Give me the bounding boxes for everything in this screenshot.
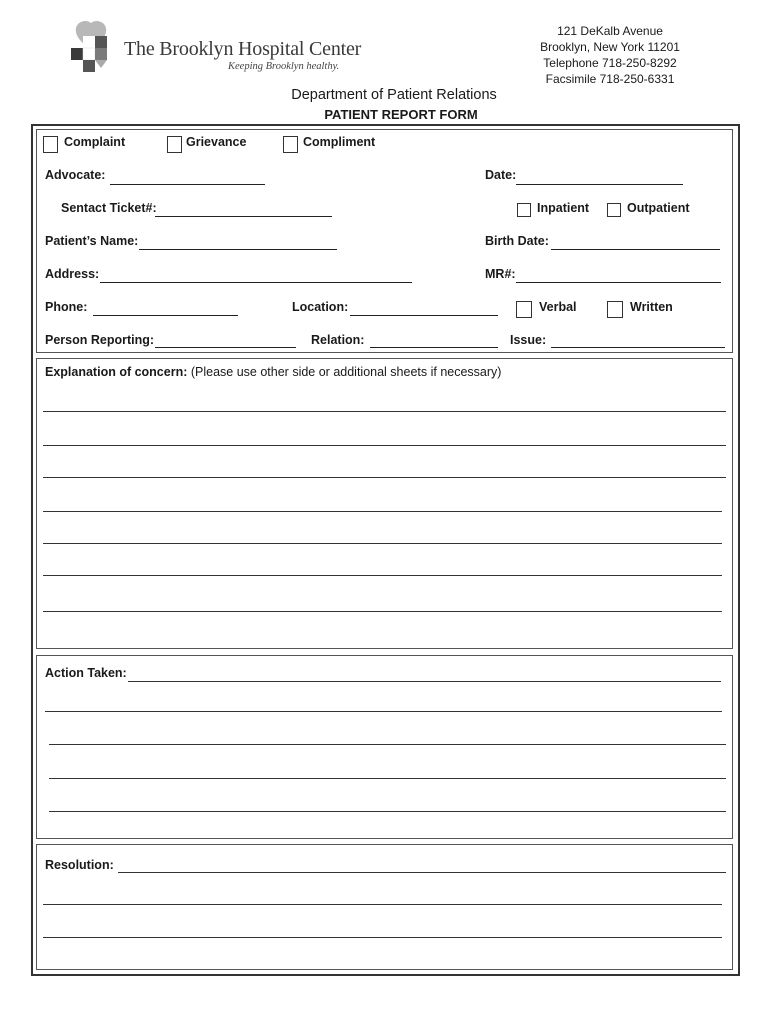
mr-field[interactable] [516,282,721,283]
action-line[interactable] [49,744,726,745]
telephone: Telephone 718-250-8292 [543,56,677,70]
action-line[interactable] [128,681,721,682]
concern-line[interactable] [43,575,722,576]
resolution-line[interactable] [118,872,726,873]
action-line[interactable] [49,811,726,812]
hospital-logo-icon [66,20,116,76]
outpatient-checkbox[interactable] [607,203,621,217]
resolution-section [36,844,733,970]
date-field[interactable] [516,184,683,185]
form-title: PATIENT REPORT FORM [324,107,478,122]
action-taken-label: Action Taken: [45,666,127,680]
concern-line[interactable] [43,477,726,478]
facsimile: Facsimile 718-250-6331 [545,72,675,86]
address-line-1: 121 DeKalb Avenue [557,24,663,38]
sentact-ticket-field[interactable] [155,216,332,217]
address-field[interactable] [100,282,412,283]
person-reporting-field[interactable] [155,347,296,348]
date-label: Date: [485,168,517,182]
department-title: Department of Patient Relations [291,87,497,103]
complaint-label: Complaint [64,135,126,149]
concern-line[interactable] [43,543,722,544]
person-reporting-label: Person Reporting: [45,333,155,347]
phone-field[interactable] [93,315,238,316]
grievance-checkbox[interactable] [167,136,182,153]
advocate-label: Advocate: [45,168,106,182]
concern-line[interactable] [43,611,722,612]
mr-label: MR#: [485,267,516,281]
concern-line[interactable] [43,511,722,512]
concern-note: (Please use other side or additional sheets if necessary) [190,365,502,379]
resolution-line[interactable] [43,904,722,905]
concern-heading [45,365,501,379]
verbal-label: Verbal [539,300,577,314]
patient-info-section [36,129,733,353]
location-label: Location: [292,300,349,314]
hospital-tagline: Keeping Brooklyn healthy. [228,61,340,72]
written-label: Written [630,300,673,314]
action-line[interactable] [45,711,722,712]
resolution-label: Resolution: [45,858,114,872]
issue-label: Issue: [510,333,547,347]
concern-line[interactable] [43,445,726,446]
advocate-field[interactable] [110,184,265,185]
concern-line[interactable] [43,411,726,412]
birth-date-field[interactable] [551,249,720,250]
compliment-label: Compliment [303,135,376,149]
action-line[interactable] [49,778,726,779]
verbal-checkbox[interactable] [516,301,532,318]
compliment-checkbox[interactable] [283,136,298,153]
written-checkbox[interactable] [607,301,623,318]
relation-label: Relation: [311,333,365,347]
address-line-2: Brooklyn, New York 11201 [540,40,680,54]
phone-label: Phone: [45,300,88,314]
location-field[interactable] [350,315,498,316]
outpatient-label: Outpatient [627,201,690,215]
concern-section [36,358,733,649]
issue-field[interactable] [551,347,725,348]
resolution-line[interactable] [43,937,722,938]
inpatient-checkbox[interactable] [517,203,531,217]
complaint-checkbox[interactable] [43,136,58,153]
inpatient-label: Inpatient [537,201,590,215]
patient-name-label: Patient’s Name: [45,234,139,248]
address-label: Address: [45,267,100,281]
sentact-ticket-label: Sentact Ticket#: [61,201,157,215]
relation-field[interactable] [370,347,498,348]
hospital-name: The Brooklyn Hospital Center [124,38,362,60]
grievance-label: Grievance [186,135,247,149]
birth-date-label: Birth Date: [485,234,549,248]
concern-label: Explanation of concern: [45,365,188,379]
patient-name-field[interactable] [139,249,337,250]
